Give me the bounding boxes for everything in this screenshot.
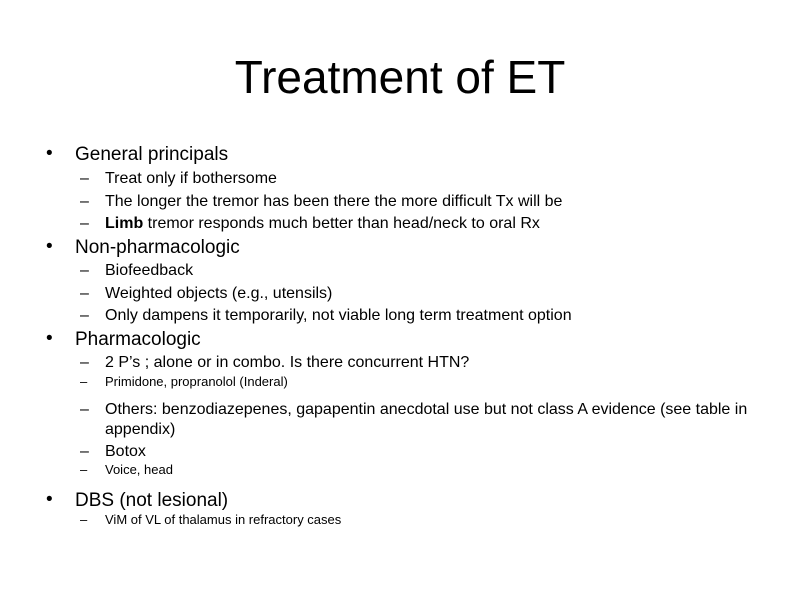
bullet-pharmacologic <box>46 328 201 351</box>
sub-item <box>80 284 333 304</box>
dash-marker: – <box>80 462 88 477</box>
sub-item-text: Botox <box>105 443 146 460</box>
dash-marker: – <box>80 193 89 210</box>
dash-marker: – <box>80 374 88 389</box>
sub-item-bold-text: Limb <box>105 215 144 232</box>
sub-item-text: 2 P’s ; alone or in combo. Is there concurrent HTN? <box>105 354 470 371</box>
sub-item <box>80 374 288 390</box>
sub-item <box>80 512 342 528</box>
sub-item-text: Others: benzodiazepenes, gapapentin anecdotal use but not class A evidence (see table in appendix) <box>105 401 748 438</box>
sub-item <box>80 353 470 373</box>
bullet-non-pharmacologic <box>46 236 240 259</box>
sub-item-text: Treat only if bothersome <box>105 170 277 187</box>
bullet-text: Non-pharmacologic <box>75 237 240 258</box>
sub-item-text: The longer the tremor has been there the more difficult Tx will be <box>105 193 563 210</box>
bullet-text: Pharmacologic <box>75 329 201 350</box>
dash-marker: – <box>80 443 89 460</box>
dash-marker: – <box>80 401 89 418</box>
slide-title: Treatment of ET <box>234 51 566 103</box>
sub-item <box>80 400 765 440</box>
bullet-text: General principals <box>75 144 229 165</box>
sub-item <box>80 442 146 462</box>
bullet-marker: • <box>46 236 53 257</box>
dash-marker: – <box>80 512 88 527</box>
bullet-dbs <box>46 489 229 512</box>
sub-item <box>80 169 277 189</box>
bullet-marker: • <box>46 328 53 349</box>
sub-item <box>80 214 540 234</box>
bullet-general-principals <box>46 143 229 166</box>
sub-item-text: Weighted objects (e.g., utensils) <box>105 285 333 302</box>
bullet-marker: • <box>46 489 53 510</box>
dash-marker: – <box>80 262 89 279</box>
sub-item-text: Biofeedback <box>105 262 194 279</box>
sub-item <box>80 192 563 212</box>
bullet-text: DBS (not lesional) <box>75 490 229 511</box>
sub-item-text: Only dampens it temporarily, not viable long term treatment option <box>105 307 572 324</box>
sub-item <box>80 462 173 478</box>
sub-item-text: tremor responds much better than head/neck to oral Rx <box>143 215 540 232</box>
dash-marker: – <box>80 354 89 371</box>
dash-marker: – <box>80 215 89 232</box>
sub-item <box>80 261 194 281</box>
dash-marker: – <box>80 307 89 324</box>
dash-marker: – <box>80 285 89 302</box>
bullet-marker: • <box>46 143 53 164</box>
sub-item-text: Primidone, propranolol (Inderal) <box>105 374 288 389</box>
sub-item-text: Voice, head <box>105 462 173 477</box>
sub-item-text: ViM of VL of thalamus in refractory cases <box>105 512 342 527</box>
dash-marker: – <box>80 170 89 187</box>
sub-item <box>80 306 572 326</box>
